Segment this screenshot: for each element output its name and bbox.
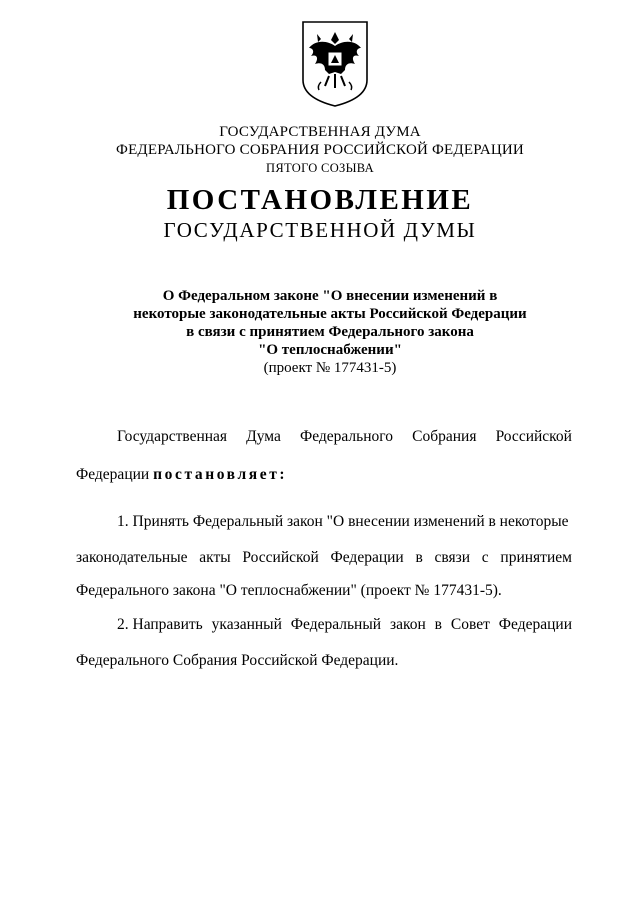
word: связи: [434, 549, 471, 566]
word: указанный: [211, 616, 282, 633]
p1-line-2: [76, 549, 572, 567]
word: Федерации: [330, 549, 404, 566]
intro-line-2-start: Федерации: [76, 466, 150, 483]
word: акты: [199, 549, 231, 566]
resolves-word: постановляет:: [153, 466, 288, 483]
word: в: [434, 616, 442, 633]
word: Государственная: [117, 428, 228, 445]
word: Федерации: [498, 616, 572, 633]
word: Федеральный: [290, 616, 382, 633]
document-subtitle: ГОСУДАРСТВЕННОЙ ДУМЫ: [163, 218, 477, 242]
subject-line-2: некоторые законодательные акты Российской Федерации: [133, 306, 527, 322]
word: Российской: [495, 428, 572, 445]
subject-line-4: "О теплоснабжении": [258, 342, 402, 358]
word: Федерального: [299, 428, 394, 445]
header-line-1: ГОСУДАРСТВЕННАЯ ДУМА: [219, 124, 421, 140]
p1-line-1: 1. Принять Федеральный закон "О внесении изменений в некоторые: [117, 513, 569, 530]
coat-of-arms-icon: [299, 18, 371, 108]
intro-line-1: [117, 428, 572, 446]
subject-line-1: О Федеральном законе "О внесении изменений в: [162, 288, 498, 304]
header-line-2: ФЕДЕРАЛЬНОГО СОБРАНИЯ РОССИЙСКОЙ ФЕДЕРАЦИИ: [116, 142, 524, 158]
p2-line-1: [117, 616, 572, 634]
word: Дума: [246, 428, 281, 445]
word: принятием: [500, 549, 572, 566]
word: в: [415, 549, 423, 566]
project-number: (проект № 177431-5): [263, 360, 397, 376]
p1-line-3: Федерального закона "О теплоснабжении" (проект № 177431-5).: [76, 582, 502, 599]
subject-line-3: в связи с принятием Федерального закона: [186, 324, 474, 340]
p2-line-2: Федерального Собрания Российской Федерации.: [76, 652, 399, 669]
header-line-3: ПЯТОГО СОЗЫВА: [266, 161, 374, 175]
word: Российской: [242, 549, 319, 566]
word: с: [481, 549, 489, 566]
word: Собрания: [412, 428, 477, 445]
word: закон: [389, 616, 426, 633]
intro-line-2: [76, 466, 287, 484]
word: 2. Направить: [117, 616, 203, 633]
word: законодательные: [76, 549, 188, 566]
document-title: ПОСТАНОВЛЕНИЕ: [166, 184, 474, 216]
word: Совет: [450, 616, 490, 633]
